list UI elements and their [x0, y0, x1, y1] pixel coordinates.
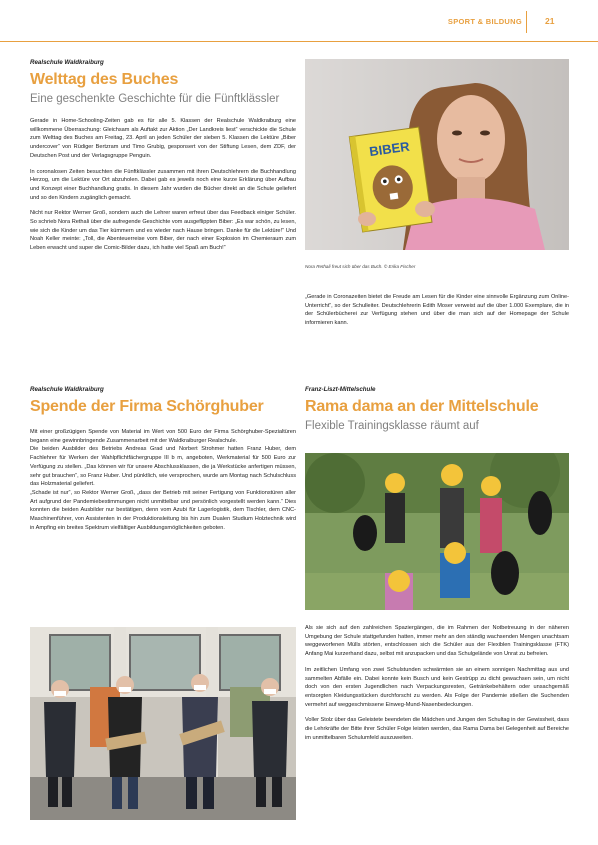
book-cover-title: BIBER [368, 138, 411, 160]
photo-caption: Nora Rethali freut sich über das Buch. © Erika Fischer [305, 264, 416, 269]
article-headline: Spende der Firma Schörghuber [30, 398, 264, 415]
page-number: 21 [545, 16, 555, 26]
article-headline: Welttag des Buches [30, 71, 179, 88]
article-subhead: Flexible Trainingsklasse räumt auf [305, 420, 479, 432]
article-paragraph: Im zeitlichen Umfang von zwei Schulstunden schwärmten sie an einem sonnigen Nachmittag aus und sammelten Abfälle ein. Dabei konnte kein Busch und kein Gestrüpp zu dicht gewachsen sein, um nicht doch von den ersten Jugendlichen nach Verpackungsresten, Getränkebehältern oder unsachgemäß entsorgten Kleidungsstücken durchforscht zu werden. Als Folge der Pandemie stießen die Suchenden vermehrt auf weggeschmissene Einweg-Mund-Nasenbedeckungen. [305, 666, 569, 708]
article-rama-dama-header [305, 386, 569, 433]
article-paragraph: Mit einer großzügigen Spende von Material im Wert von 500 Euro der Firma Schörghuber-Spezialtüren begann eine gewinnbringende Zusammenarbeit mit der Waldkraiburger Realschule. [30, 429, 296, 444]
article-rama-dama-body [305, 624, 569, 742]
photo-illustration [305, 453, 569, 610]
header-rule [0, 41, 598, 42]
article-spende [30, 386, 296, 532]
article-kicker: Franz-Liszt-Mittelschule [305, 386, 376, 393]
photo-illustration [305, 59, 569, 250]
photo-donation-handover [30, 627, 296, 820]
article-kicker: Realschule Waldkraiburg [30, 386, 104, 393]
article-paragraph: In coronalosen Zeiten besuchten die Fünftklässler zusammen mit ihren Deutschlehrern die Buchhandlung Herzog, um die Lektüre vor Ort abzuholen. Dabei gab es jeweils noch eine kurze Erklärung über Aufbau und Konzept einer Buchhandlung gratis. In diesem Jahr wurden die Bücher direkt an die Schule geliefert und so den Kindern zugänglich gemacht. [30, 168, 296, 201]
article-paragraph: Als sie sich auf den zahlreichen Spaziergängen, die im Rahmen der Notbetreuung in der näheren Umgebung der Schule stattgefunden hatten, immer mehr an den ständig wachsenden Mengen unachtsam weggeworfenen Mülls störten, entschlossen sich die Schüler aus der Flexiblen Trainingsklasse (FTK) Anfang Mai kurzerhand dazu, selbst mit anzupacken und das Schulgelände von Unrat zu befreien. [305, 625, 569, 658]
article-paragraph: „Gerade in Coronazeiten bietet die Freude am Lesen für die Kinder eine sinnvolle Ergänzung zum Online-Unterricht“, so der Schulleiter. Deutschlehrerin Edith Moser verweist auf die über 1.000 Exemplare, die in der Schülerbücherei zur Verfügung stehen und über die man sich auf der Homepage der Schule informieren kann. [305, 294, 569, 327]
article-kicker: Realschule Waldkraiburg [30, 59, 104, 66]
article-paragraph: „Schade ist nur“, so Rektor Werner Groß, „dass der Betrieb mit seiner Fertigung von Funktionstüren aller Art aufgrund der Pandemiebestimmungen nicht unmittelbar und persönlich vorgestellt werden kann.“ Dies konnten die beiden Ausbilder nur bestätigen, denn vom Azubi für Lagerlogistik, dem Tischler, dem CNC- Maschinenführer, von Assistenten in der Produktionsleitung bis hin zum Dualen Studium Holztechnik wird in Ampfing ein breites Spektrum vielfältiger Ausbildungsmöglichkeiten geboten. [30, 489, 296, 531]
article-paragraph: Voller Stolz über das Geleistete beendeten die Mädchen und Jungen den Schultag in der Gewissheit, dass die Lehrkräfte der Bitte ihrer Schüler Folge leisten werden, das Rama Dama bei Gelegenheit auf Bereiche im unmittelbaren Schulumfeld auszuweiten. [305, 717, 570, 741]
article-subhead: Eine geschenkte Geschichte für die Fünftklässler [30, 93, 280, 105]
photo-girl-with-book [305, 59, 569, 250]
page-header [0, 0, 598, 42]
article-paragraph: Nicht nur Rektor Werner Groß, sondern auch die Lehrer waren erfreut über das Feedback einiger Schüler. So schrieb Nora Rethali über die aufregende Geschichte vom ausgeflippten Biber: „Es war schön, zu lesen, wie sich die Kinder um das Tier kümmern und es wieder nach Hause bringen. Danke für die Lektüre!“ Und Noah Keller meinte: „Toll, die Abenteuerreise vom Biber, der nach einer Explosion im Chemieraum zum Leben erwacht und super die Comic-Bilder dazu, ich hatte viel Spaß am Buch!“ [30, 210, 296, 252]
article-headline: Rama dama an der Mittelschule [305, 398, 539, 415]
photo-students-cleanup [305, 453, 569, 610]
header-divider [526, 11, 527, 33]
photo-illustration [30, 627, 296, 820]
article-welttag [30, 59, 296, 253]
section-label: SPORT & BILDUNG [447, 17, 522, 26]
article-paragraph: Gerade in Home-Schooling-Zeiten gab es für alle 5. Klassen der Realschule Waldkraiburg eine willkommene Überraschung: Gleichsam als Auftakt zur Aktion „Der Landkreis liest“ verschickte die Schule zum Welttag des Buches am Freitag, 23. April an jeden Schüler der sieben 5. Klassen die Lektüre „Biber undercover“ von Rüdiger Bertzram und Timo Grubig, gesponsert von der Stiftung Lesen, dem ZDF, der Deutschen Post und der Verlagsgruppe Penguin. [30, 118, 296, 159]
article-welttag-continued [305, 293, 569, 328]
article-paragraph: Die beiden Ausbilder des Betriebs Andreas Grad und Norbert Strohmer hatten Franz Huber, dem Fachlehrer für Werken der Wahlpflichtfächergruppe III b m, angeboten, Werkmaterial für 500 Euro zur Verfügung zu stellen. „Das können wir für unsere Abschlussklassen, die ja Werkstücke anfertigen müssen, sehr gut brauchen“, so Franz Huber. Und pünktlich, wie versprochen, wurde am Montag nach Schulschluss das Holzmaterial geliefert. [30, 446, 296, 488]
